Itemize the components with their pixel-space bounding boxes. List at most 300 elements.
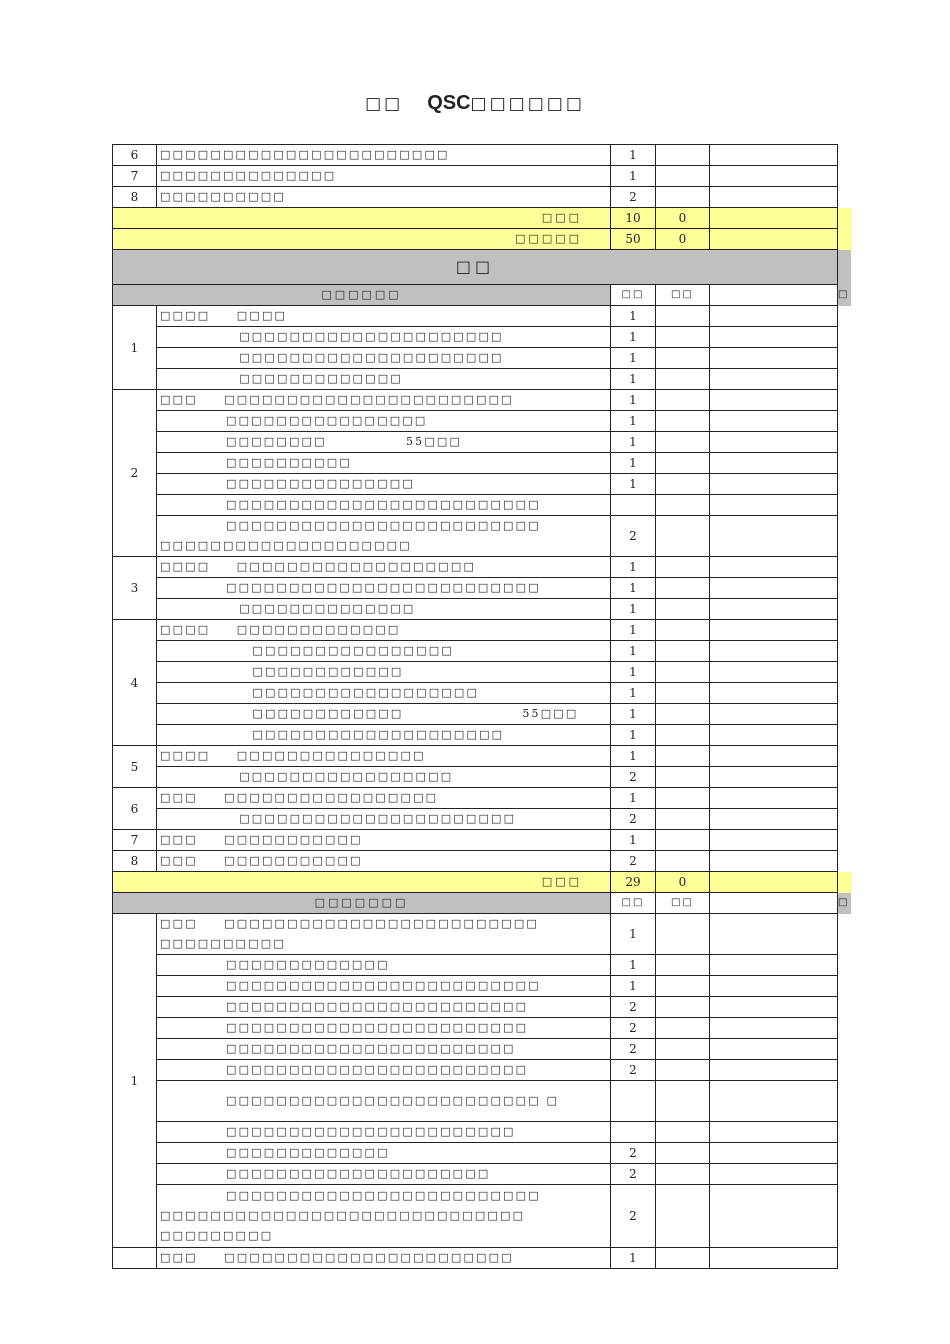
subtotal-row-label: □□□ [113,208,611,229]
item-score: 1 [611,306,656,327]
item-score: 1 [611,369,656,390]
row-edge-mark [838,662,852,683]
item-score: 1 [611,662,656,683]
item-score: 1 [611,145,656,166]
remarks-cell [710,411,838,432]
item-text: □□□□□□□□□□□□□□□□ [157,641,611,662]
remarks-cell [710,557,838,578]
table-row [113,578,852,599]
actual-score-cell [656,390,710,411]
actual-score-cell [656,767,710,788]
item-score: 2 [611,809,656,830]
item-score: 2 [611,1039,656,1060]
item-score [611,495,656,516]
item-text: □□□□□□□□□□□□□□□□□□□□□□□□ [157,1060,611,1081]
actual-score-cell [656,411,710,432]
actual-score-cell [656,306,710,327]
remarks-cell [710,976,838,997]
actual-score-cell [656,955,710,976]
item-score: 1 [611,411,656,432]
table-row [113,348,852,369]
table-row [113,390,852,411]
group-number: 7 [113,830,157,851]
table-row [113,369,852,390]
row-edge-mark [838,1081,852,1122]
table-row [113,557,852,578]
row-edge-mark [838,578,852,599]
actual-score-cell [656,187,710,208]
row-edge-mark [838,516,852,557]
item-score: 2 [611,187,656,208]
item-text: □□□ □□□□□□□□□□□□□□□□□ [157,788,611,809]
table-row [113,1060,852,1081]
table-row [113,495,852,516]
remarks-cell [710,1122,838,1143]
actual-score-cell [656,599,710,620]
item-text: □□□□□□□□□□□□□□ [157,166,611,187]
row-edge-mark [838,830,852,851]
item-text: □□□□□□□□□□□□□□□ [157,474,611,495]
row-edge-mark [838,725,852,746]
subtotal-row-score: 10 [611,208,656,229]
remarks-cell [710,662,838,683]
actual-score-cell [656,746,710,767]
item-score: 1 [611,599,656,620]
item-score: 1 [611,166,656,187]
table-row [113,516,852,557]
remarks-cell [710,348,838,369]
actual-score-cell [656,788,710,809]
item-score: 1 [611,914,656,955]
category-label: □□□□□□ [113,285,611,306]
table-row [113,599,852,620]
actual-header: □□ [656,285,710,306]
title-main: QSC [427,92,471,114]
row-edge-mark [838,1060,852,1081]
item-score: 2 [611,997,656,1018]
table-row [113,976,852,997]
group-number: 5 [113,746,157,788]
table-row [113,1039,852,1060]
row-edge-mark [838,809,852,830]
item-score: 1 [611,327,656,348]
item-score: 1 [611,746,656,767]
item-score: 2 [611,1143,656,1164]
row-edge-mark [838,453,852,474]
row-edge-mark [838,1018,852,1039]
table-row [113,1018,852,1039]
row-edge-mark [838,348,852,369]
remarks-cell [710,327,838,348]
item-score: 2 [611,516,656,557]
item-text: □□□ □□□□□□□□□□□□□□□□□□□□□□□ [157,1248,611,1269]
actual-score-cell [656,557,710,578]
table-row [113,746,852,767]
item-text: □□□□ □□□□□□□□□□□□□□□ [157,746,611,767]
remarks-cell [710,145,838,166]
row-edge-mark [838,1122,852,1143]
actual-score-cell [656,145,710,166]
remarks-cell [710,641,838,662]
row-edge-mark [838,955,852,976]
category-label: □□□□□□□ [113,893,611,914]
row-edge-mark [838,704,852,725]
item-text: □□□□□□□□□□□□□□□□□□□□□□ [157,809,611,830]
subtotal-row-2-score: 29 [611,872,656,893]
remarks-cell [710,1164,838,1185]
item-score: 1 [611,641,656,662]
item-score: 2 [611,1060,656,1081]
table-row [113,704,852,725]
item-score: 1 [611,1248,656,1269]
item-number: 7 [113,166,157,187]
table-row [113,411,852,432]
item-score [611,1081,656,1122]
actual-score-cell [656,1185,710,1248]
actual-score-cell [656,662,710,683]
item-text: □□□□□□□□□□□□□□□□□ [157,767,611,788]
remarks-cell [710,516,838,557]
table-row [113,725,852,746]
item-text: □□□□□□□□□□ [157,187,611,208]
row-edge-mark [838,306,852,327]
remarks-cell [710,306,838,327]
remarks-cell [710,1039,838,1060]
actual-score-cell [656,809,710,830]
table-row [113,955,852,976]
item-text: □□□□□□□□□□□□□ [157,955,611,976]
remarks-cell [710,1143,838,1164]
row-edge-mark [838,411,852,432]
table-row [113,1122,852,1143]
column-header-row [113,893,852,914]
row-edge-mark [838,145,852,166]
row-edge-mark [838,166,852,187]
table-row [113,187,852,208]
item-score: 1 [611,390,656,411]
item-text: □□□□□□□□□□□□□□□□□□ [157,683,611,704]
table-row [113,1143,852,1164]
remarks-cell [710,1185,838,1248]
total-row-remark [710,229,838,250]
item-text: □□□□□□□□□□□□□□□□□□□□□□□□□ □□□□□□□□□□□□□□□□□□□□ [157,516,611,557]
actual-score-cell [656,474,710,495]
title-suffix: □□□□□□ [470,94,585,114]
section-header [113,250,852,285]
table-row [113,1081,852,1122]
actual-score-cell [656,1164,710,1185]
row-edge-mark [838,851,852,872]
remarks-cell [710,788,838,809]
remarks-cell [710,704,838,725]
subtotal-row-2-remark [710,872,838,893]
score-header: □□ [611,285,656,306]
remarks-cell [710,997,838,1018]
remarks-cell [710,851,838,872]
row-edge-mark [838,557,852,578]
actual-score-cell [656,327,710,348]
item-text: □□□□□□□□□□ [157,453,611,474]
remarks-cell [710,474,838,495]
row-edge-mark [838,474,852,495]
table-row [113,683,852,704]
remarks-cell [710,683,838,704]
item-text: □□□□□□□□□□□□□□□□□□□□□□□□ [157,1018,611,1039]
table-row [113,306,852,327]
row-edge-mark [838,432,852,453]
remarks-cell [710,578,838,599]
row-edge-mark [838,788,852,809]
item-text: □□□□ □□□□□□□□□□□□□□□□□□□ [157,557,611,578]
row-edge-mark [838,683,852,704]
subtotal-row-2-actual: 0 [656,872,710,893]
remarks-cell [710,432,838,453]
actual-score-cell [656,914,710,955]
item-score: 1 [611,432,656,453]
remarks-cell [710,1081,838,1122]
remarks-cell [710,453,838,474]
item-text: □□□□□□□□□□□□□□□□□□□□□□□□ [157,997,611,1018]
row-edge-mark [838,976,852,997]
table-row [113,1185,852,1248]
remarks-cell [710,809,838,830]
total-row [113,229,852,250]
inspection-table [112,144,852,1269]
actual-score-cell [656,725,710,746]
item-text: □□□ □□□□□□□□□□□ [157,830,611,851]
actual-score-cell [656,453,710,474]
total-row-label: □□□□□ [113,229,611,250]
actual-score-cell [656,1143,710,1164]
item-score: 1 [611,976,656,997]
actual-score-cell [656,369,710,390]
group-number: 1 [113,306,157,390]
row-edge-mark [838,250,852,285]
item-score: 1 [611,788,656,809]
group-number: 8 [113,851,157,872]
item-score: 1 [611,348,656,369]
table-row [113,453,852,474]
table-row [113,914,852,955]
item-text: □□□□□□□□□□□□□□□□ [157,411,611,432]
item-score [611,1122,656,1143]
remarks-cell [710,746,838,767]
actual-score-cell [656,1018,710,1039]
row-edge-mark [838,767,852,788]
row-edge-mark [838,187,852,208]
item-text: □□□□□□□□□□□□□□□□□□□□□□□ [157,1039,611,1060]
table-row [113,830,852,851]
remarks-cell [710,599,838,620]
row-edge-mark [838,620,852,641]
item-text: □□□□□□□□□□□□□□□□□□□□□□□□□ [157,495,611,516]
row-edge-mark [838,1185,852,1248]
actual-score-cell [656,976,710,997]
table-row [113,474,852,495]
item-score: 2 [611,1185,656,1248]
row-edge-mark [838,369,852,390]
remarks-cell [710,187,838,208]
row-edge-mark [838,1143,852,1164]
remarks-header [710,285,838,306]
item-text: □□□ □□□□□□□□□□□□□□□□□□□□□□□□□ □□□□□□□□□□ [157,914,611,955]
item-text: □□□ □□□□□□□□□□□□□□□□□□□□□□□ [157,390,611,411]
item-text: □□□□□□□□□□□□□□□□□□□□□□□ [157,145,611,166]
table-row [113,166,852,187]
remarks-cell [710,1060,838,1081]
item-text: □□□□□□□□□□□□□□□□□□□□□□□□□ □□□□□□□□□□□□□□□□□□□□□□□□□□□□□ □□□□□□□□□ [157,1185,611,1248]
item-text: □□□□ □□□□□□□□□□□□□ [157,620,611,641]
table-row [113,1164,852,1185]
remarks-cell [710,725,838,746]
item-score: 1 [611,830,656,851]
subtotal-row-remark [710,208,838,229]
remarks-cell [710,914,838,955]
remarks-header [710,893,838,914]
actual-score-cell [656,578,710,599]
item-text: □□□□□□□□□□□□□□□□□□□□□ [157,1164,611,1185]
actual-score-cell [656,997,710,1018]
table-row [113,851,852,872]
remarks-cell [710,955,838,976]
table-row [113,809,852,830]
row-edge-mark [838,914,852,955]
actual-header: □□ [656,893,710,914]
item-text: □□□ □□□□□□□□□□□ [157,851,611,872]
item-text: □□□□□□□□□□□□ [157,662,611,683]
item-score: 1 [611,453,656,474]
item-text: □□□□□□□□□□□□ 55□□□ [157,704,611,725]
item-score: 1 [611,683,656,704]
remarks-cell [710,1248,838,1269]
group-number: 2 [113,390,157,557]
actual-score-cell [656,620,710,641]
item-score: 2 [611,1018,656,1039]
actual-score-cell [656,1039,710,1060]
actual-score-cell [656,1060,710,1081]
actual-score-cell [656,432,710,453]
subtotal-row-2-label: □□□ [113,872,611,893]
total-row-score: 50 [611,229,656,250]
item-text: □□□□□□□□□□□□□□ [157,599,611,620]
actual-score-cell [656,704,710,725]
group-number: 4 [113,620,157,746]
actual-score-cell [656,1122,710,1143]
total-row-actual: 0 [656,229,710,250]
group-number: 3 [113,557,157,620]
remarks-cell [710,830,838,851]
item-text: □□□□□□□□□□□□□□□□□□□□□ [157,327,611,348]
item-score: 1 [611,620,656,641]
table-row [113,432,852,453]
column-header-row [113,285,852,306]
item-score: 2 [611,1164,656,1185]
item-score: 1 [611,704,656,725]
item-score: 2 [611,767,656,788]
item-score: 2 [611,851,656,872]
table-row [113,767,852,788]
remarks-cell [710,390,838,411]
remarks-cell [710,495,838,516]
actual-score-cell [656,516,710,557]
actual-score-cell [656,851,710,872]
table-row [113,997,852,1018]
row-edge-mark [838,327,852,348]
table-row [113,662,852,683]
subtotal-row-actual: 0 [656,208,710,229]
actual-score-cell [656,641,710,662]
item-score: 1 [611,725,656,746]
remarks-cell [710,369,838,390]
page-title [0,92,950,115]
remarks-cell [710,620,838,641]
row-edge-mark [838,390,852,411]
table-row [113,145,852,166]
table-row [113,620,852,641]
item-score: 1 [611,955,656,976]
item-score: 1 [611,474,656,495]
item-text: □□□□□□□□□□□□□□□□□□□□ [157,725,611,746]
item-text: □□□□□□□□□□□□□□□□□□□□□ [157,348,611,369]
row-edge-mark [838,208,852,229]
actual-score-cell [656,348,710,369]
score-header: □□ [611,893,656,914]
actual-score-cell [656,166,710,187]
row-edge-mark: □ [838,285,852,306]
actual-score-cell [656,830,710,851]
row-edge-mark [838,1164,852,1185]
actual-score-cell [656,495,710,516]
item-text: □□□□□□□□□□□□□□□□□□□□□□□□□ [157,578,611,599]
item-text: □□□□□□□□□□□□□ [157,1143,611,1164]
remarks-cell [710,1018,838,1039]
group-number: 1 [113,914,157,1248]
table-row [113,327,852,348]
subtotal-row [113,208,852,229]
item-text: □□□□□□□□□□□□□□□□□□□□□□□ [157,1122,611,1143]
table-row [113,788,852,809]
item-score: 1 [611,578,656,599]
item-number: 6 [113,145,157,166]
row-edge-mark [838,872,852,893]
row-edge-mark [838,1248,852,1269]
item-number: 8 [113,187,157,208]
item-score: 1 [611,557,656,578]
row-edge-mark [838,495,852,516]
title-prefix: □□ [365,94,404,114]
row-edge-mark [838,746,852,767]
item-text: □□□□□□□□□□□□□□□□□□□□□□□□□ □ [157,1081,611,1122]
group-number: 6 [113,788,157,830]
section-title: □□ [113,250,838,285]
actual-score-cell [656,1248,710,1269]
table-row [113,1248,852,1269]
row-edge-mark [838,229,852,250]
row-edge-mark: □ [838,893,852,914]
item-text: □□□□□□□□ 55□□□ [157,432,611,453]
item-text: □□□□□□□□□□□□□ [157,369,611,390]
group-number [113,1248,157,1269]
row-edge-mark [838,997,852,1018]
row-edge-mark [838,1039,852,1060]
row-edge-mark [838,641,852,662]
remarks-cell [710,767,838,788]
subtotal-row-2 [113,872,852,893]
table-row [113,641,852,662]
item-text: □□□□□□□□□□□□□□□□□□□□□□□□□ [157,976,611,997]
row-edge-mark [838,599,852,620]
actual-score-cell [656,1081,710,1122]
